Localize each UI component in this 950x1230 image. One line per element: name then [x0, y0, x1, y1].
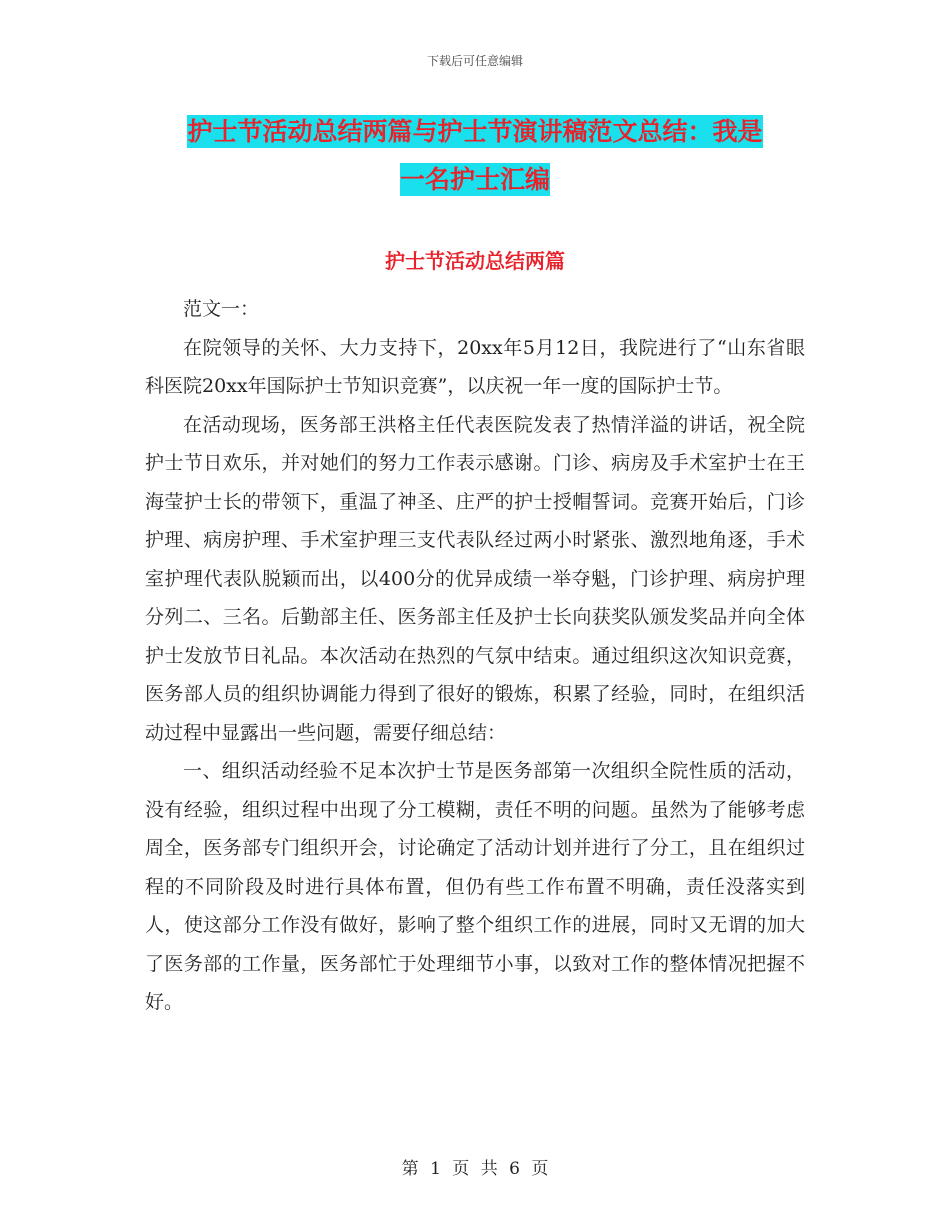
section-title: 护士节活动总结两篇: [385, 249, 565, 273]
header-note: 下载后可任意编辑: [426, 54, 523, 68]
paragraph: 一、组织活动经验不足本次护士节是医务部第一次组织全院性质的活动，没有经验，组织过程中出现了分工模糊，责任不明的问题。虽然为了能够考虑周全，医务部专门组织开会，讨论确定了活动计划并进行了分工，且在组织过程的不同阶段及时进行具体布置，但仍有些工作布置不明确，责任没落实到人，使这部分工作没有做好，影响了整个组织工作的进展，同时又无谓的加大了医务部的工作量，医务部忙于处理细节小事，以致对工作的整体情况把握不好。: [145, 760, 805, 1013]
page-footer: 第 1 页 共 6 页: [401, 1159, 549, 1179]
paragraph: 在活动现场，医务部王洪格主任代表医院发表了热情洋溢的讲话，祝全院护士节日欢乐，并对她们的努力工作表示感谢。门诊、病房及手术室护士在王海莹护士长的带领下，重温了神圣、庄严的护士授帽誓词。竞赛开始后，门诊护理、病房护理、手术室护理三支代表队经过两小时紧张、激烈地角逐，手术室护理代表队脱颖而出，以400分的优异成绩一举夺魁，门诊护理、病房护理分列二、三名。后勤部主任、医务部主任及护士长向获奖队颁发奖品并向全体护士发放节日礼品。本次活动在热烈的气氛中结束。通过组织这次知识竞赛，医务部人员的组织协调能力得到了很好的锻炼，积累了经验，同时，在组织活动过程中显露出一些问题，需要仔细总结：: [145, 413, 805, 744]
document-title-line-1: 护士节活动总结两篇与护士节演讲稿范文总结：我是: [187, 117, 763, 146]
document-title: [140, 108, 810, 204]
paragraph: 范文一：: [183, 298, 260, 320]
document-title-line-2: 一名护士汇编: [399, 165, 550, 194]
body-text: [145, 290, 805, 1022]
paragraph: 在院领导的关怀、大力支持下，20xx年5月12日，我院进行了“山东省眼科医院20xx年国际护士节知识竞赛”，以庆祝一年一度的国际护士节。: [145, 336, 805, 397]
